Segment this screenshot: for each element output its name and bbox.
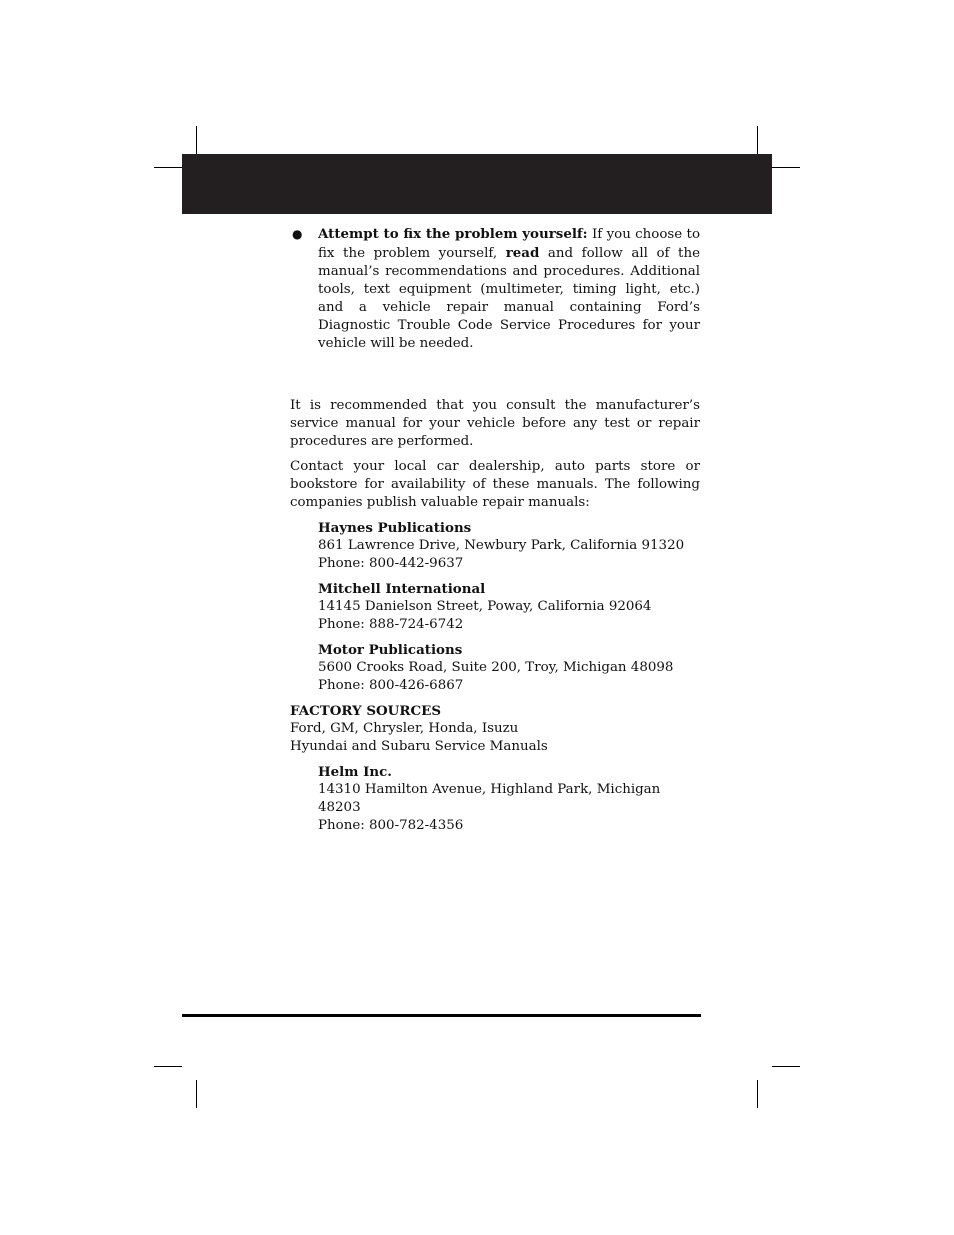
crop-mark-top-left-horizontal xyxy=(154,167,182,168)
publisher-name: Haynes Publications xyxy=(318,520,472,536)
crop-mark-bottom-right-vertical xyxy=(757,1080,758,1108)
crop-mark-bottom-left-vertical xyxy=(196,1080,197,1108)
bottom-rule xyxy=(182,1014,701,1017)
bullet-lead: Attempt to fix the problem yourself: xyxy=(318,226,588,242)
publisher-entry xyxy=(290,519,700,573)
factory-entry-phone: Phone: 800-782-4356 xyxy=(318,818,464,833)
bullet-bold-word: read xyxy=(505,245,540,261)
bullet-text-2: and follow all of the manual’s recommendations and procedures. Additional tools, text equipment (multimeter, timing light, etc.) and a vehicle repair manual containing Ford’s Diagnostic Trouble Code Service Procedures for your vehicle will be needed. xyxy=(318,246,700,351)
factory-sources-heading: FACTORY SOURCES xyxy=(290,703,442,719)
crop-mark-top-right-horizontal xyxy=(772,167,800,168)
publisher-address: 14145 Danielson Street, Poway, California 92064 xyxy=(318,599,652,614)
crop-mark-top-right-vertical xyxy=(757,126,758,154)
factory-entry-name: Helm Inc. xyxy=(318,764,392,780)
header-bar xyxy=(182,154,772,214)
bullet-dot-icon: ● xyxy=(292,227,303,241)
factory-line-1: Ford, GM, Chrysler, Honda, Isuzu xyxy=(290,721,519,736)
crop-mark-bottom-left-horizontal xyxy=(154,1066,182,1067)
bullet-item xyxy=(290,225,700,353)
publisher-name: Motor Publications xyxy=(318,642,463,658)
publisher-address: 861 Lawrence Drive, Newbury Park, California 91320 xyxy=(318,538,685,553)
factory-entry xyxy=(290,763,700,835)
factory-entry-address: 14310 Hamilton Avenue, Highland Park, Michigan 48203 xyxy=(318,782,661,815)
bullet-text-1: If you choose to fix the problem yourself, xyxy=(318,227,701,261)
publisher-phone: Phone: 800-442-9637 xyxy=(318,556,464,571)
publisher-phone: Phone: 800-426-6867 xyxy=(318,678,464,693)
crop-mark-top-left-vertical xyxy=(196,126,197,154)
publisher-phone: Phone: 888-724-6742 xyxy=(318,617,464,632)
publisher-entry xyxy=(290,641,700,695)
paragraph-consult: It is recommended that you consult the manufacturer’s service manual for your vehicle before any test or repair procedures are performed. xyxy=(290,398,700,449)
paragraph-contact: Contact your local car dealership, auto parts store or bookstore for availability of these manuals. The following companies publish valuable repair manuals: xyxy=(290,459,700,510)
publisher-entry xyxy=(290,580,700,634)
factory-line-2: Hyundai and Subaru Service Manuals xyxy=(290,739,548,754)
publisher-name: Mitchell International xyxy=(318,581,486,597)
publisher-address: 5600 Crooks Road, Suite 200, Troy, Michigan 48098 xyxy=(318,660,674,675)
crop-mark-bottom-right-horizontal xyxy=(772,1066,800,1067)
page-content xyxy=(290,225,700,835)
